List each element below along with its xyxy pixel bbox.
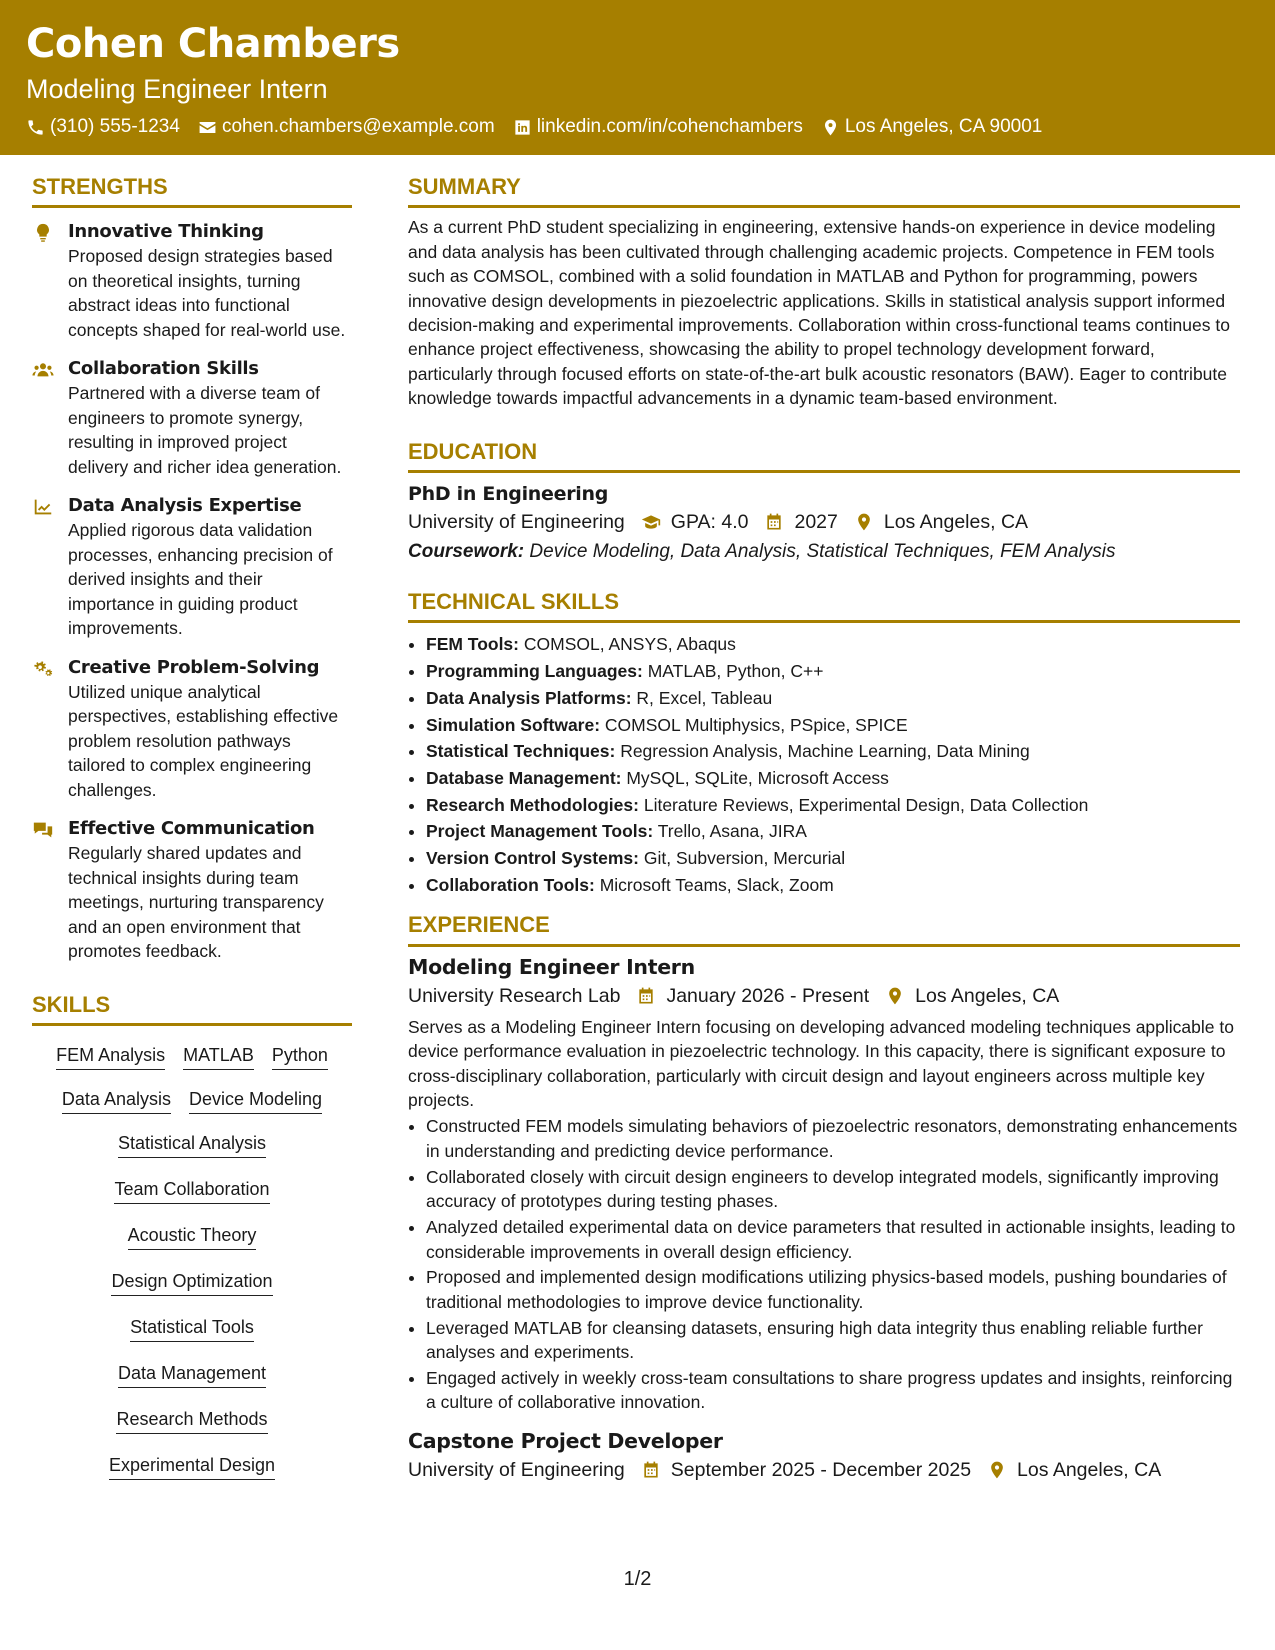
job-meta <box>408 981 1240 1011</box>
strength-desc: Applied rigorous data validation processes, enhancing precision of derived insights and their importance in guiding product improvements. <box>68 520 333 639</box>
school-name: University of Engineering <box>408 511 625 534</box>
strength-title: Innovative Thinking <box>68 221 264 243</box>
skill-chip-row <box>32 1177 352 1206</box>
education-section <box>408 439 1240 567</box>
strengths-heading: STRENGTHS <box>32 174 352 208</box>
job-org: University Research Lab <box>408 984 621 1007</box>
skill-label: FEM Tools: <box>426 634 519 655</box>
strength-item <box>32 220 352 342</box>
skill-label: Collaboration Tools: <box>426 874 595 895</box>
skill-value: Trello, Asana, JIRA <box>657 821 807 842</box>
degree-title: PhD in Engineering <box>408 483 609 506</box>
skill-label: Database Management: <box>426 767 622 788</box>
contact-phone-text: (310) 555-1234 <box>50 116 180 137</box>
job-location: Los Angeles, CA <box>915 984 1060 1007</box>
skill-chip: Device Modeling <box>189 1087 322 1114</box>
job-dates: September 2025 - December 2025 <box>670 1458 972 1481</box>
list-item: • Proposed and implemented design modifications utilizing physics-based models, pushing boundaries of traditional methodologies to improve device functionality. <box>426 1265 1240 1314</box>
contact-email-text: cohen.chambers@example.com <box>221 116 495 137</box>
gears-icon <box>32 658 54 680</box>
location-pin-icon <box>821 118 840 137</box>
resume-header <box>0 0 1275 155</box>
list-item: • Collaborated closely with circuit design engineers to develop integrated models, significantly improving accuracy of prototypes during testing phases. <box>426 1165 1240 1214</box>
contact-phone <box>26 116 180 138</box>
skill-chip: Design Optimization <box>111 1269 272 1296</box>
technical-skills-section <box>408 589 1240 898</box>
page-number: 1/2 <box>623 1568 652 1590</box>
strength-desc: Utilized unique analytical perspectives, establishing effective problem resolution pathways tailored to complex engineering challenges. <box>68 681 339 800</box>
list-item <box>426 845 1240 872</box>
contact-location-text: Los Angeles, CA 90001 <box>844 116 1043 137</box>
skill-value: Git, Subversion, Mercurial <box>643 848 846 869</box>
graduation-cap-icon <box>641 512 661 532</box>
list-item: • Analyzed detailed experimental data on device parameters that resulted in actionable insights, leading to considerable improvements in overall design efficiency. <box>426 1215 1240 1264</box>
list-item <box>426 685 1240 712</box>
list-item <box>426 712 1240 739</box>
skill-value: COMSOL, ANSYS, Abaqus <box>523 634 736 655</box>
skill-chip: Statistical Tools <box>130 1315 254 1342</box>
job-entry <box>408 1427 1240 1485</box>
calendar-icon <box>636 986 656 1006</box>
skill-chip: Statistical Analysis <box>118 1131 266 1158</box>
skill-chip-row <box>32 1223 352 1252</box>
experience-heading: EXPERIENCE <box>408 912 1240 946</box>
users-icon <box>32 359 54 381</box>
strength-item <box>32 357 352 479</box>
strength-title: Effective Communication <box>68 818 315 840</box>
job-entry <box>408 953 1240 1415</box>
strength-title: Data Analysis Expertise <box>68 495 302 517</box>
strength-item <box>32 817 352 964</box>
contact-bar <box>26 116 1042 138</box>
envelope-icon <box>198 118 217 137</box>
coursework <box>408 537 1240 567</box>
skill-value: Microsoft Teams, Slack, Zoom <box>599 874 834 895</box>
skill-chip-row <box>32 1315 352 1344</box>
strength-desc: Partnered with a diverse team of engineers to promote synergy, resulting in improved project delivery and richer idea generation. <box>68 383 342 477</box>
skill-chip-row <box>32 1407 352 1436</box>
job-org: University of Engineering <box>408 1458 625 1481</box>
job-title: Capstone Project Developer <box>408 1428 723 1453</box>
linkedin-icon <box>513 118 532 137</box>
coursework-label: Coursework: <box>408 541 525 563</box>
technical-skills-heading: TECHNICAL SKILLS <box>408 589 1240 623</box>
strength-item <box>32 656 352 803</box>
skill-label: Version Control Systems: <box>426 848 639 869</box>
job-dates: January 2026 - Present <box>666 984 870 1007</box>
candidate-name: Cohen Chambers <box>26 21 400 67</box>
skill-label: Programming Languages: <box>426 661 643 682</box>
education-location: Los Angeles, CA <box>883 511 1029 534</box>
summary-text: As a current PhD student specializing in engineering, extensive hands-on experience in device modeling and data analysis has been cultivated through challenging academic projects. Competence in FEM tools such as COMSOL, combined with a solid foundation in MATLAB and Python for programming, powers innovative design developments in piezoelectric applications. Skills in statistical analysis support informed decision-making and experimental improvements. Collaboration within cross-functional teams continues to enhance project effectiveness, showcasing the ability to propel technology development forward, particularly through focused efforts on state-of-the-art bulk acoustic resonators (BAW). Eager to contribute knowledge towards impactful advancements in a dynamic team-based environment. <box>408 217 1230 409</box>
skill-chip-row <box>32 1361 352 1390</box>
list-item <box>426 792 1240 819</box>
skill-value: Regression Analysis, Machine Learning, Data Mining <box>620 741 1030 762</box>
job-description: Serves as a Modeling Engineer Intern focusing on developing advanced modeling techniques applicable to device performance evaluation in piezoelectric technology. In this capacity, there is significant exposure to cross-disciplinary collaboration, particularly with circuit design and layout engineers across multiple key projects. <box>408 1016 1234 1111</box>
strength-title: Creative Problem-Solving <box>68 656 320 678</box>
contact-location <box>821 116 1043 138</box>
skill-value: COMSOL Multiphysics, PSpice, SPICE <box>604 714 908 735</box>
list-item <box>426 765 1240 792</box>
strengths-section <box>32 174 352 964</box>
list-item <box>426 658 1240 685</box>
list-item: • Engaged actively in weekly cross-team consultations to share progress updates and insights, reinforcing a culture of collaborative innovation. <box>426 1366 1240 1415</box>
list-item <box>426 872 1240 899</box>
skill-label: Data Analysis Platforms: <box>426 687 632 708</box>
skills-list <box>32 1043 352 1482</box>
summary-heading: SUMMARY <box>408 174 1240 208</box>
skill-value: Literature Reviews, Experimental Design, Data Collection <box>643 794 1089 815</box>
lightbulb-icon <box>32 222 54 244</box>
skill-value: MATLAB, Python, C++ <box>647 661 824 682</box>
job-bullets <box>408 1114 1240 1414</box>
list-item <box>426 738 1240 765</box>
left-column <box>32 174 352 1482</box>
strength-desc: Regularly shared updates and technical insights during team meetings, nurturing transparency and an open environment that promotes feedback. <box>68 843 324 962</box>
job-meta <box>408 1455 1240 1485</box>
experience-section <box>408 912 1240 1484</box>
chart-line-icon <box>32 496 54 518</box>
contact-email[interactable] <box>198 116 495 138</box>
skill-chip: Data Management <box>118 1361 266 1388</box>
skill-chip: Research Methods <box>116 1407 267 1434</box>
skill-label: Project Management Tools: <box>426 821 654 842</box>
location-pin-icon <box>987 1460 1007 1480</box>
skill-chip: Acoustic Theory <box>128 1223 257 1250</box>
comments-icon <box>32 819 54 841</box>
right-column <box>408 174 1240 1485</box>
contact-linkedin[interactable] <box>513 116 803 138</box>
graduation-year: 2027 <box>794 511 838 534</box>
skill-chip: FEM Analysis <box>56 1043 165 1070</box>
list-item <box>426 818 1240 845</box>
skill-chip-row <box>32 1131 352 1160</box>
skill-chip-row <box>32 1453 352 1482</box>
skill-label: Research Methodologies: <box>426 794 639 815</box>
list-item <box>426 631 1240 658</box>
phone-icon <box>26 118 45 137</box>
strength-title: Collaboration Skills <box>68 358 259 380</box>
education-meta <box>408 507 1240 537</box>
candidate-role: Modeling Engineer Intern <box>26 74 328 104</box>
contact-linkedin-text: linkedin.com/in/cohenchambers <box>536 116 803 137</box>
skills-heading: SKILLS <box>32 992 352 1026</box>
location-pin-icon <box>885 986 905 1006</box>
technical-skills-list <box>408 631 1240 898</box>
skill-chip: Python <box>272 1043 328 1070</box>
coursework-list: Device Modeling, Data Analysis, Statistical Techniques, FEM Analysis <box>529 541 1116 563</box>
calendar-icon <box>764 512 784 532</box>
skill-chip: Team Collaboration <box>114 1177 269 1204</box>
skill-chip-row <box>32 1269 352 1298</box>
list-item: • Leveraged MATLAB for cleansing datasets, ensuring high data integrity thus enabling reliable further analyses and experiments. <box>426 1316 1240 1365</box>
skill-label: Statistical Techniques: <box>426 741 616 762</box>
strength-desc: Proposed design strategies based on theoretical insights, turning abstract ideas into functional concepts shaped for real-world use. <box>68 246 346 340</box>
list-item: • Constructed FEM models simulating behaviors of piezoelectric resonators, demonstrating enhancements in understanding and predicting device performance. <box>426 1114 1240 1163</box>
strength-item <box>32 494 352 641</box>
skill-chip: Data Analysis <box>62 1087 171 1114</box>
education-heading: EDUCATION <box>408 439 1240 473</box>
skill-value: MySQL, SQLite, Microsoft Access <box>626 767 889 788</box>
skill-label: Simulation Software: <box>426 714 601 735</box>
skills-section <box>32 992 352 1482</box>
calendar-icon <box>641 1460 661 1480</box>
summary-section <box>408 174 1240 411</box>
location-pin-icon <box>854 512 874 532</box>
job-location: Los Angeles, CA <box>1017 1458 1162 1481</box>
job-title: Modeling Engineer Intern <box>408 954 695 979</box>
skill-chip: MATLAB <box>183 1043 254 1070</box>
skill-value: R, Excel, Tableau <box>636 687 773 708</box>
skill-chip: Experimental Design <box>109 1453 275 1480</box>
gpa: GPA: 4.0 <box>670 511 749 534</box>
